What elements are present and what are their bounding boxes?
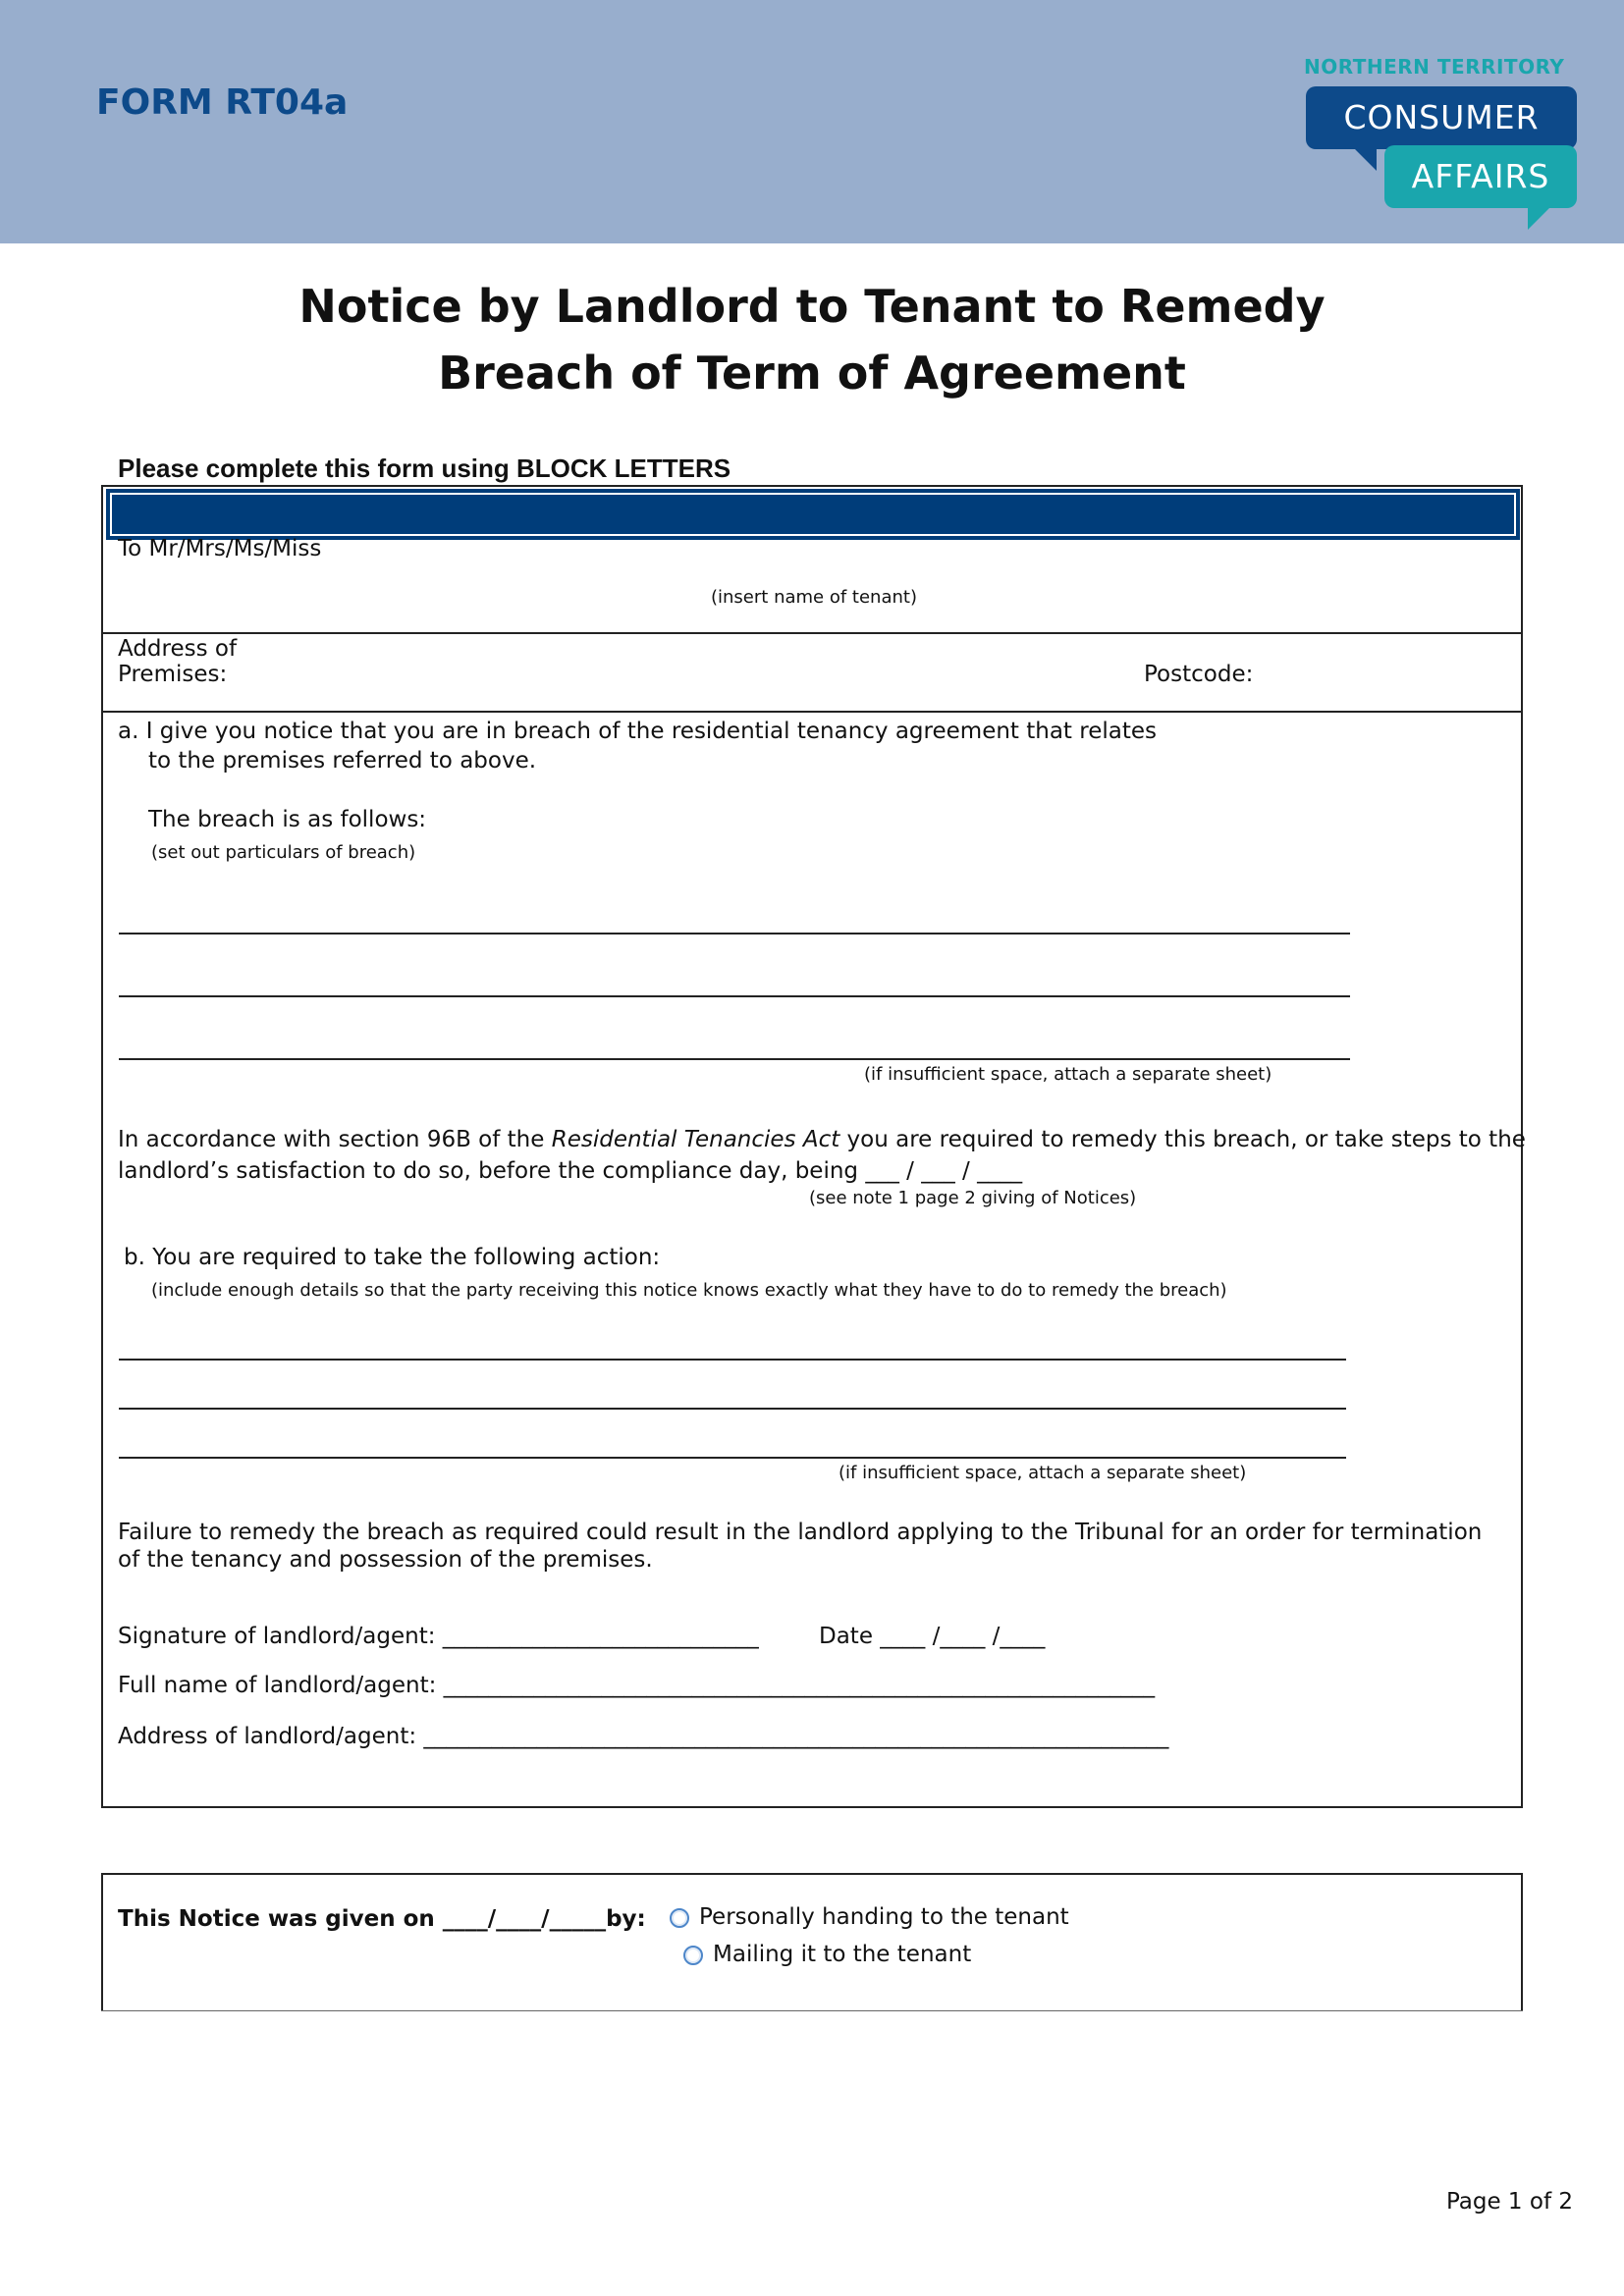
breach-line[interactable] — [119, 933, 1350, 934]
consumer-affairs-logo — [1296, 55, 1591, 232]
breach-line[interactable] — [119, 995, 1350, 997]
form-header-bar — [106, 489, 1520, 540]
logo-bubble-tail — [1353, 147, 1377, 171]
compliance-line1 — [118, 1127, 1526, 1152]
signature-date-field[interactable]: Date ____ /____ /____ — [819, 1624, 1046, 1649]
action-line[interactable] — [119, 1408, 1346, 1410]
tenant-label: To Mr/Mrs/Ms/Miss — [118, 536, 322, 561]
postcode-label: Postcode: — [1144, 662, 1254, 687]
signature-field[interactable]: Signature of landlord/agent: ____________________________ — [118, 1624, 759, 1649]
breach-line[interactable] — [119, 1058, 1350, 1060]
form-code: FORM RT04a — [96, 82, 349, 123]
page-title — [0, 273, 1624, 406]
compliance-text-after: you are required to remedy this breach, or take steps to the — [839, 1127, 1526, 1152]
notice-given-label[interactable]: This Notice was given on ____/____/_____by: — [118, 1906, 646, 1932]
title-line1: Notice by Landlord to Tenant to Remedy — [298, 280, 1326, 333]
radio-personally-handing[interactable] — [670, 1908, 689, 1928]
breach-hint: (set out particulars of breach) — [151, 842, 416, 863]
action-overflow-note: (if insufficient space, attach a separate sheet) — [839, 1463, 1247, 1483]
compliance-text-before: In accordance with section 96B of the — [118, 1127, 552, 1152]
row-divider — [101, 632, 1523, 634]
page-number: Page 1 of 2 — [1445, 2189, 1573, 2215]
failure-line2: of the tenancy and possession of the premises. — [118, 1547, 653, 1573]
breach-label: The breach is as follows: — [148, 807, 427, 832]
logo-line2: CONSUMER — [1306, 86, 1577, 149]
breach-overflow-note: (if insufficient space, attach a separate sheet) — [864, 1064, 1272, 1085]
logo-line1: NORTHERN TERRITORY — [1304, 55, 1565, 79]
form-instruction: Please complete this form using BLOCK LETTERS — [118, 454, 731, 483]
section-b-line1: b. You are required to take the following action: — [124, 1245, 661, 1270]
logo-bubble-tail — [1528, 206, 1551, 230]
landlord-address-field[interactable]: Address of landlord/agent: __________________________________________________________________ — [118, 1724, 1169, 1749]
option-personally-handing[interactable]: Personally handing to the tenant — [699, 1904, 1069, 1930]
failure-line1: Failure to remedy the breach as required could result in the landlord applying to the Tribunal for an order for termination — [118, 1520, 1483, 1545]
section-a-line2: to the premises referred to above. — [148, 748, 537, 774]
tenant-hint: (insert name of tenant) — [711, 587, 917, 608]
radio-mailing[interactable] — [683, 1946, 703, 1965]
action-line[interactable] — [119, 1457, 1346, 1459]
option-mailing[interactable]: Mailing it to the tenant — [713, 1942, 972, 1967]
full-name-field[interactable]: Full name of landlord/agent: _______________________________________________________________ — [118, 1673, 1156, 1698]
act-name: Residential Tenancies Act — [551, 1127, 840, 1152]
title-line2: Breach of Term of Agreement — [438, 347, 1186, 400]
section-b-hint: (include enough details so that the party receiving this notice knows exactly what they have to do to remedy the breach) — [151, 1280, 1227, 1301]
compliance-line2: landlord’s satisfaction to do so, before the compliance day, being ___ / ___ / ____ — [118, 1158, 1023, 1184]
address-label-line2: Premises: — [118, 662, 228, 687]
row-divider — [101, 711, 1523, 713]
address-label-line1: Address of — [118, 636, 238, 662]
action-line[interactable] — [119, 1359, 1346, 1361]
logo-line3: AFFAIRS — [1384, 145, 1577, 208]
compliance-note: (see note 1 page 2 giving of Notices) — [809, 1188, 1137, 1208]
section-a-line1: a. I give you notice that you are in breach of the residential tenancy agreement that relates — [118, 719, 1157, 744]
box-bottom-line — [101, 2010, 1523, 2011]
